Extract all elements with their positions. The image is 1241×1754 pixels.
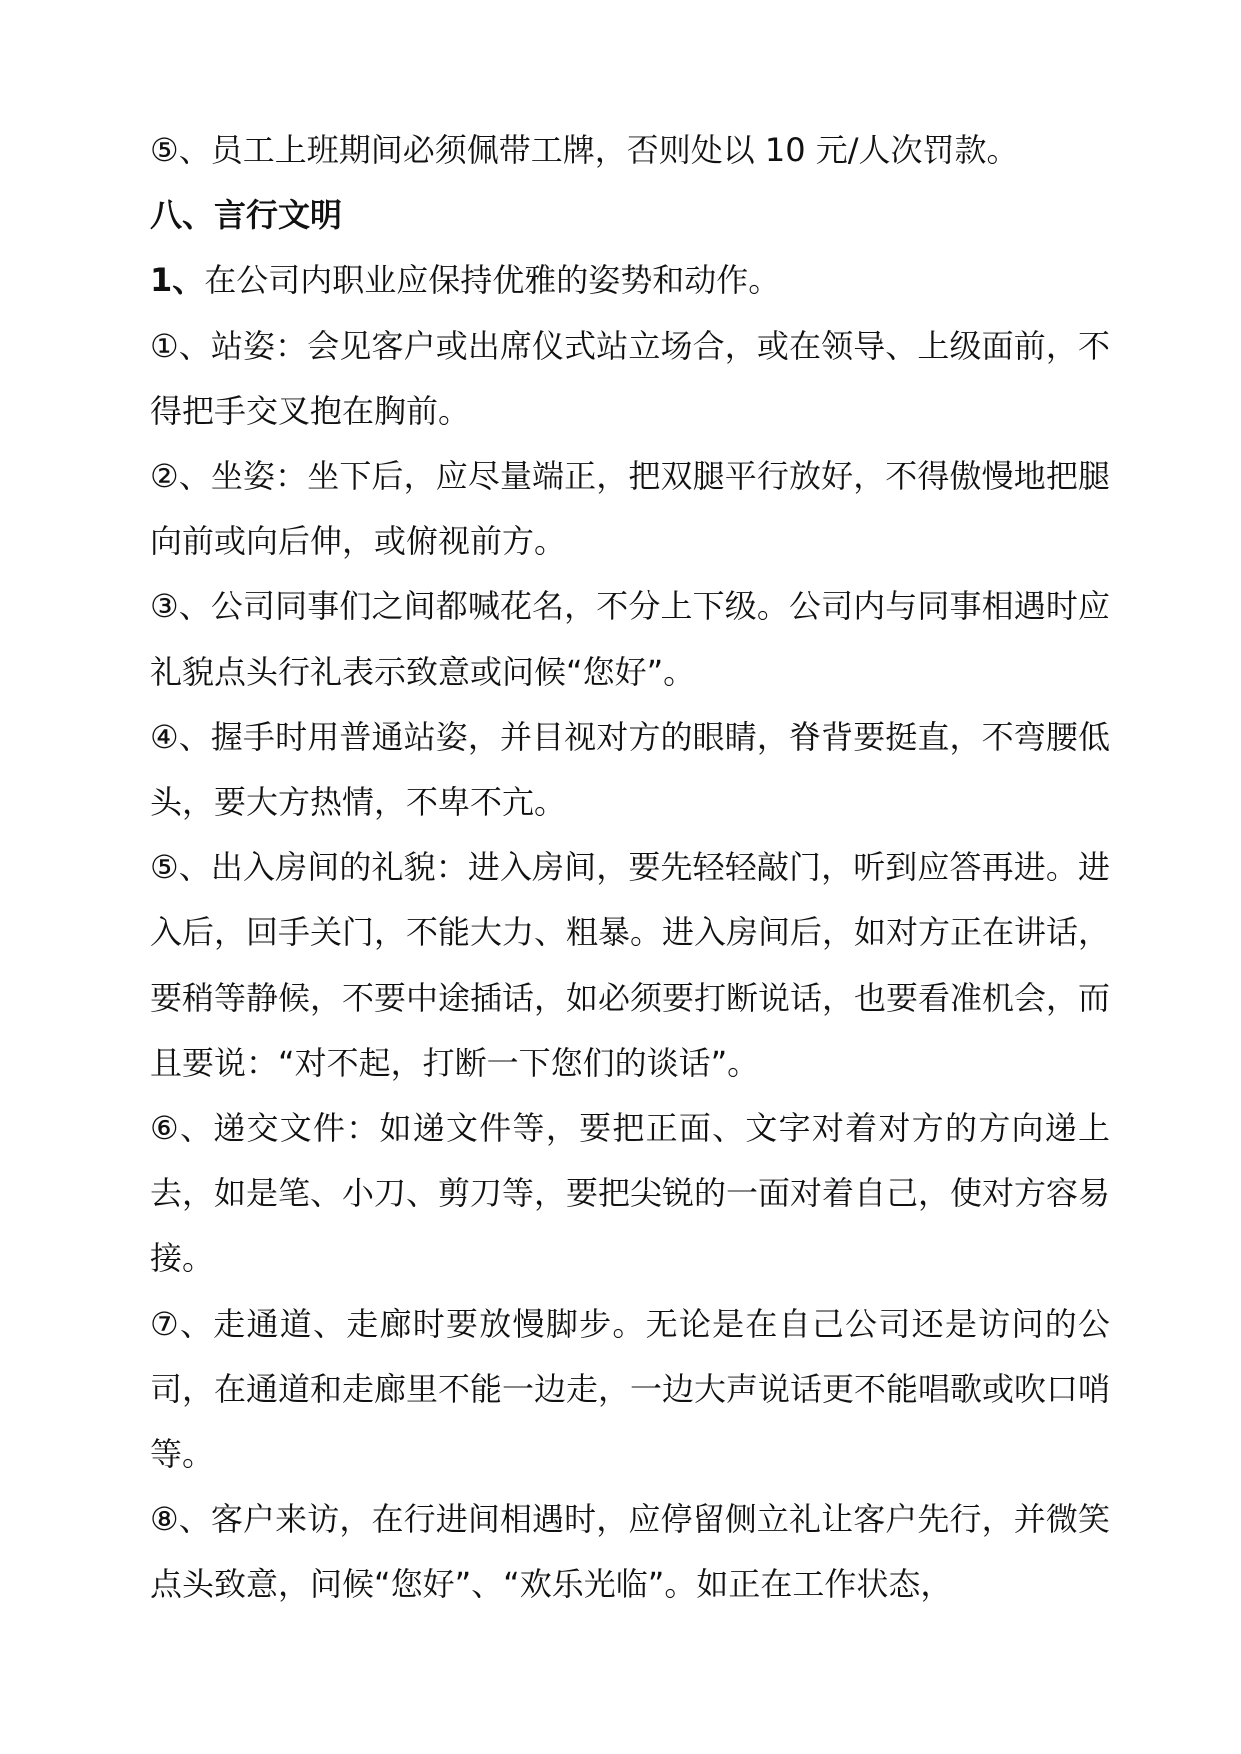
- section-heading: 八、言行文明: [150, 196, 343, 235]
- item-1-number: 1、: [150, 261, 205, 300]
- sitting-posture-rule: ②、坐姿：坐下后，应尽量端正，把双腿平行放好，不得傲慢地把腿向前或向后伸，或俯视前方。: [150, 457, 1110, 561]
- badge-fine-rule: ⑤、员工上班期间必须佩带工牌，否则处以 10 元/人次罚款。: [150, 131, 1019, 169]
- standing-posture-rule: ①、站姿：会见客户或出席仪式站立场合，或在领导、上级面前，不得把手交叉抱在胸前。: [150, 326, 1110, 430]
- handshake-rule: ④、握手时用普通站姿，并目视对方的眼睛，脊背要挺直，不弯腰低头，要大方热情，不卑不亢。: [150, 717, 1110, 822]
- document-body: [150, 118, 1110, 1618]
- corridor-rule: ⑦、走通道、走廊时要放慢脚步。无论是在自己公司还是访问的公司，在通道和走廊里不能一边走，一边大声说话更不能唱歌或吹口哨等。: [150, 1304, 1111, 1474]
- item-1: [150, 248, 1110, 313]
- handing-documents-rule: ⑥、递交文件：如递文件等，要把正面、文字对着对方的方向递上去，如是笔、小刀、剪刀等，要把尖锐的一面对着自己，使对方容易接。: [150, 1109, 1111, 1278]
- item-1-text: 在公司内职业应保持优雅的姿势和动作。: [204, 261, 781, 300]
- room-etiquette-rule: ⑤、出入房间的礼貌：进入房间，要先轻轻敲门，听到应答再进。进入后，回手关门，不能大力、粗暴。进入房间后，如对方正在讲话，要稍等静候，不要中途插话，如必须要打断说话，也要看准机会，而且要说：“对不起，打断一下您们的谈话”。: [150, 848, 1111, 1082]
- visitor-rule: ⑧、客户来访，在行进间相遇时，应停留侧立礼让客户先行，并微笑点头致意，问候“您好”、“欢乐光临”。如正在工作状态，: [150, 1500, 1110, 1604]
- colleague-greeting-rule: ③、公司同事们之间都喊花名，不分上下级。公司内与同事相遇时应礼貌点头行礼表示致意或问候“您好”。: [150, 587, 1110, 691]
